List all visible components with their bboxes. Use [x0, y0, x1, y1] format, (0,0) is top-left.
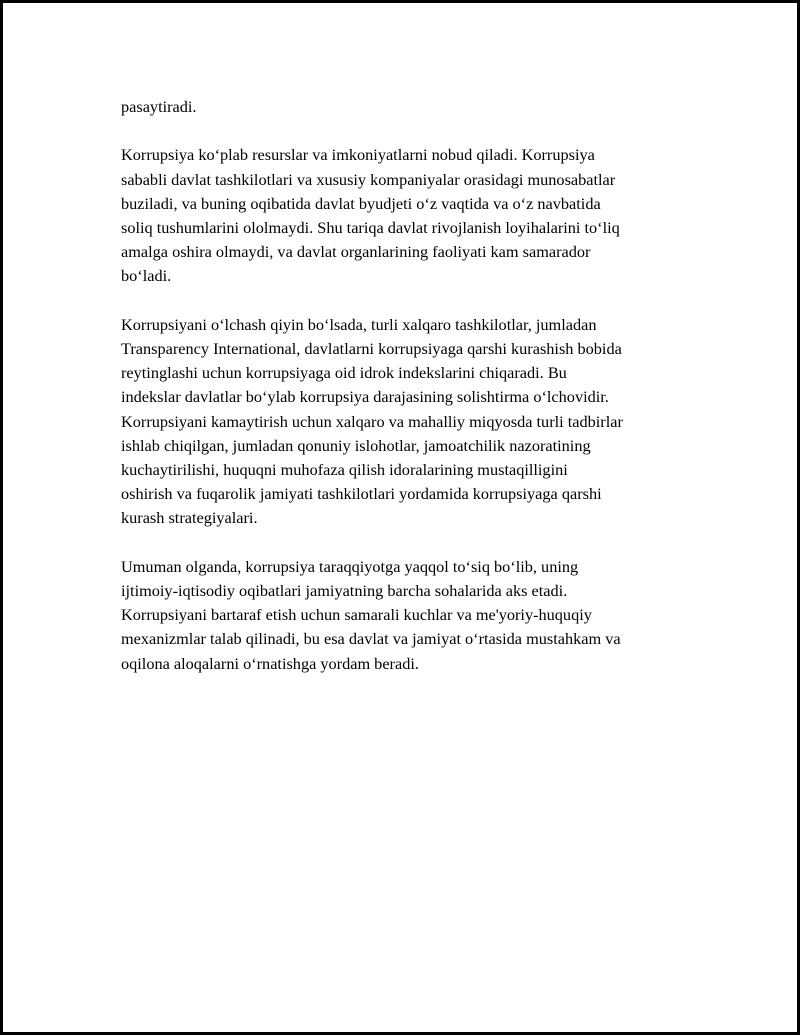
text-line: Transparency International, davlatlarni korrupsiyaga qarshi kurashish bobida — [121, 339, 622, 358]
text-line: soliq tushumlarini ololmaydi. Shu tariqa davlat rivojlanish loyihalarini to‘liq — [121, 218, 620, 237]
text-line: indekslar davlatlar bo‘ylab korrupsiya darajasining solishtirma o‘lchovidir. — [121, 387, 609, 407]
text-line: sababli davlat tashkilotlari va xususiy kompaniyalar orasidagi munosabatlar — [121, 169, 616, 189]
text-line: Korrupsiyani o‘lchash qiyin bo‘lsada, turli xalqaro tashkilotlar, jumladan — [121, 314, 597, 334]
text-line: pasaytiradi. — [121, 97, 197, 116]
text-line: ishlab chiqilgan, jumladan qonuniy islohotlar, jamoatchilik nazoratining — [121, 435, 591, 455]
text-line: Korrupsiyani bartaraf etish uchun samarali kuchlar va me'yoriy-huquqiy — [121, 605, 592, 625]
text-line: Korrupsiya ko‘plab resurslar va imkoniyatlarni nobud qiladi. Korrupsiya — [121, 145, 595, 165]
paragraph-2 — [121, 143, 701, 288]
text-line: kurash strategiyalari. — [121, 508, 258, 528]
paragraph-1 — [121, 95, 701, 119]
text-line: amalga oshira olmaydi, va davlat organlarining faoliyati kam samarador — [121, 242, 591, 262]
text-line: Umuman olganda, korrupsiya taraqqiyotga yaqqol to‘siq bo‘lib, uning — [121, 556, 579, 576]
paragraph-3 — [121, 313, 701, 531]
text-line: ijtimoiy-iqtisodiy oqibatlari jamiyatning barcha sohalarida aks etadi. — [121, 581, 568, 601]
text-line: Korrupsiyani kamaytirish uchun xalqaro va mahalliy miqyosda turli tadbirlar — [121, 411, 623, 431]
text-line: bo‘ladi. — [121, 266, 172, 286]
paragraph-4 — [121, 555, 701, 676]
text-line: buziladi, va buning oqibatida davlat byudjeti o‘z vaqtida va o‘z navbatida — [121, 193, 601, 213]
text-line: mexanizmlar talab qilinadi, bu esa davlat va jamiyat o‘rtasida mustahkam va — [121, 629, 621, 649]
text-line: reytinglashi uchun korrupsiyaga oid idrok indekslarini chiqaradi. Bu — [121, 363, 567, 383]
text-line: oshirish va fuqarolik jamiyati tashkilotlari yordamida korrupsiyaga qarshi — [121, 484, 602, 504]
document-body — [121, 95, 701, 700]
text-line: oqilona aloqalarni o‘rnatishga yordam beradi. — [121, 653, 419, 673]
text-line: kuchaytirilishi, huquqni muhofaza qilish idoralarining mustaqilligini — [121, 460, 568, 480]
